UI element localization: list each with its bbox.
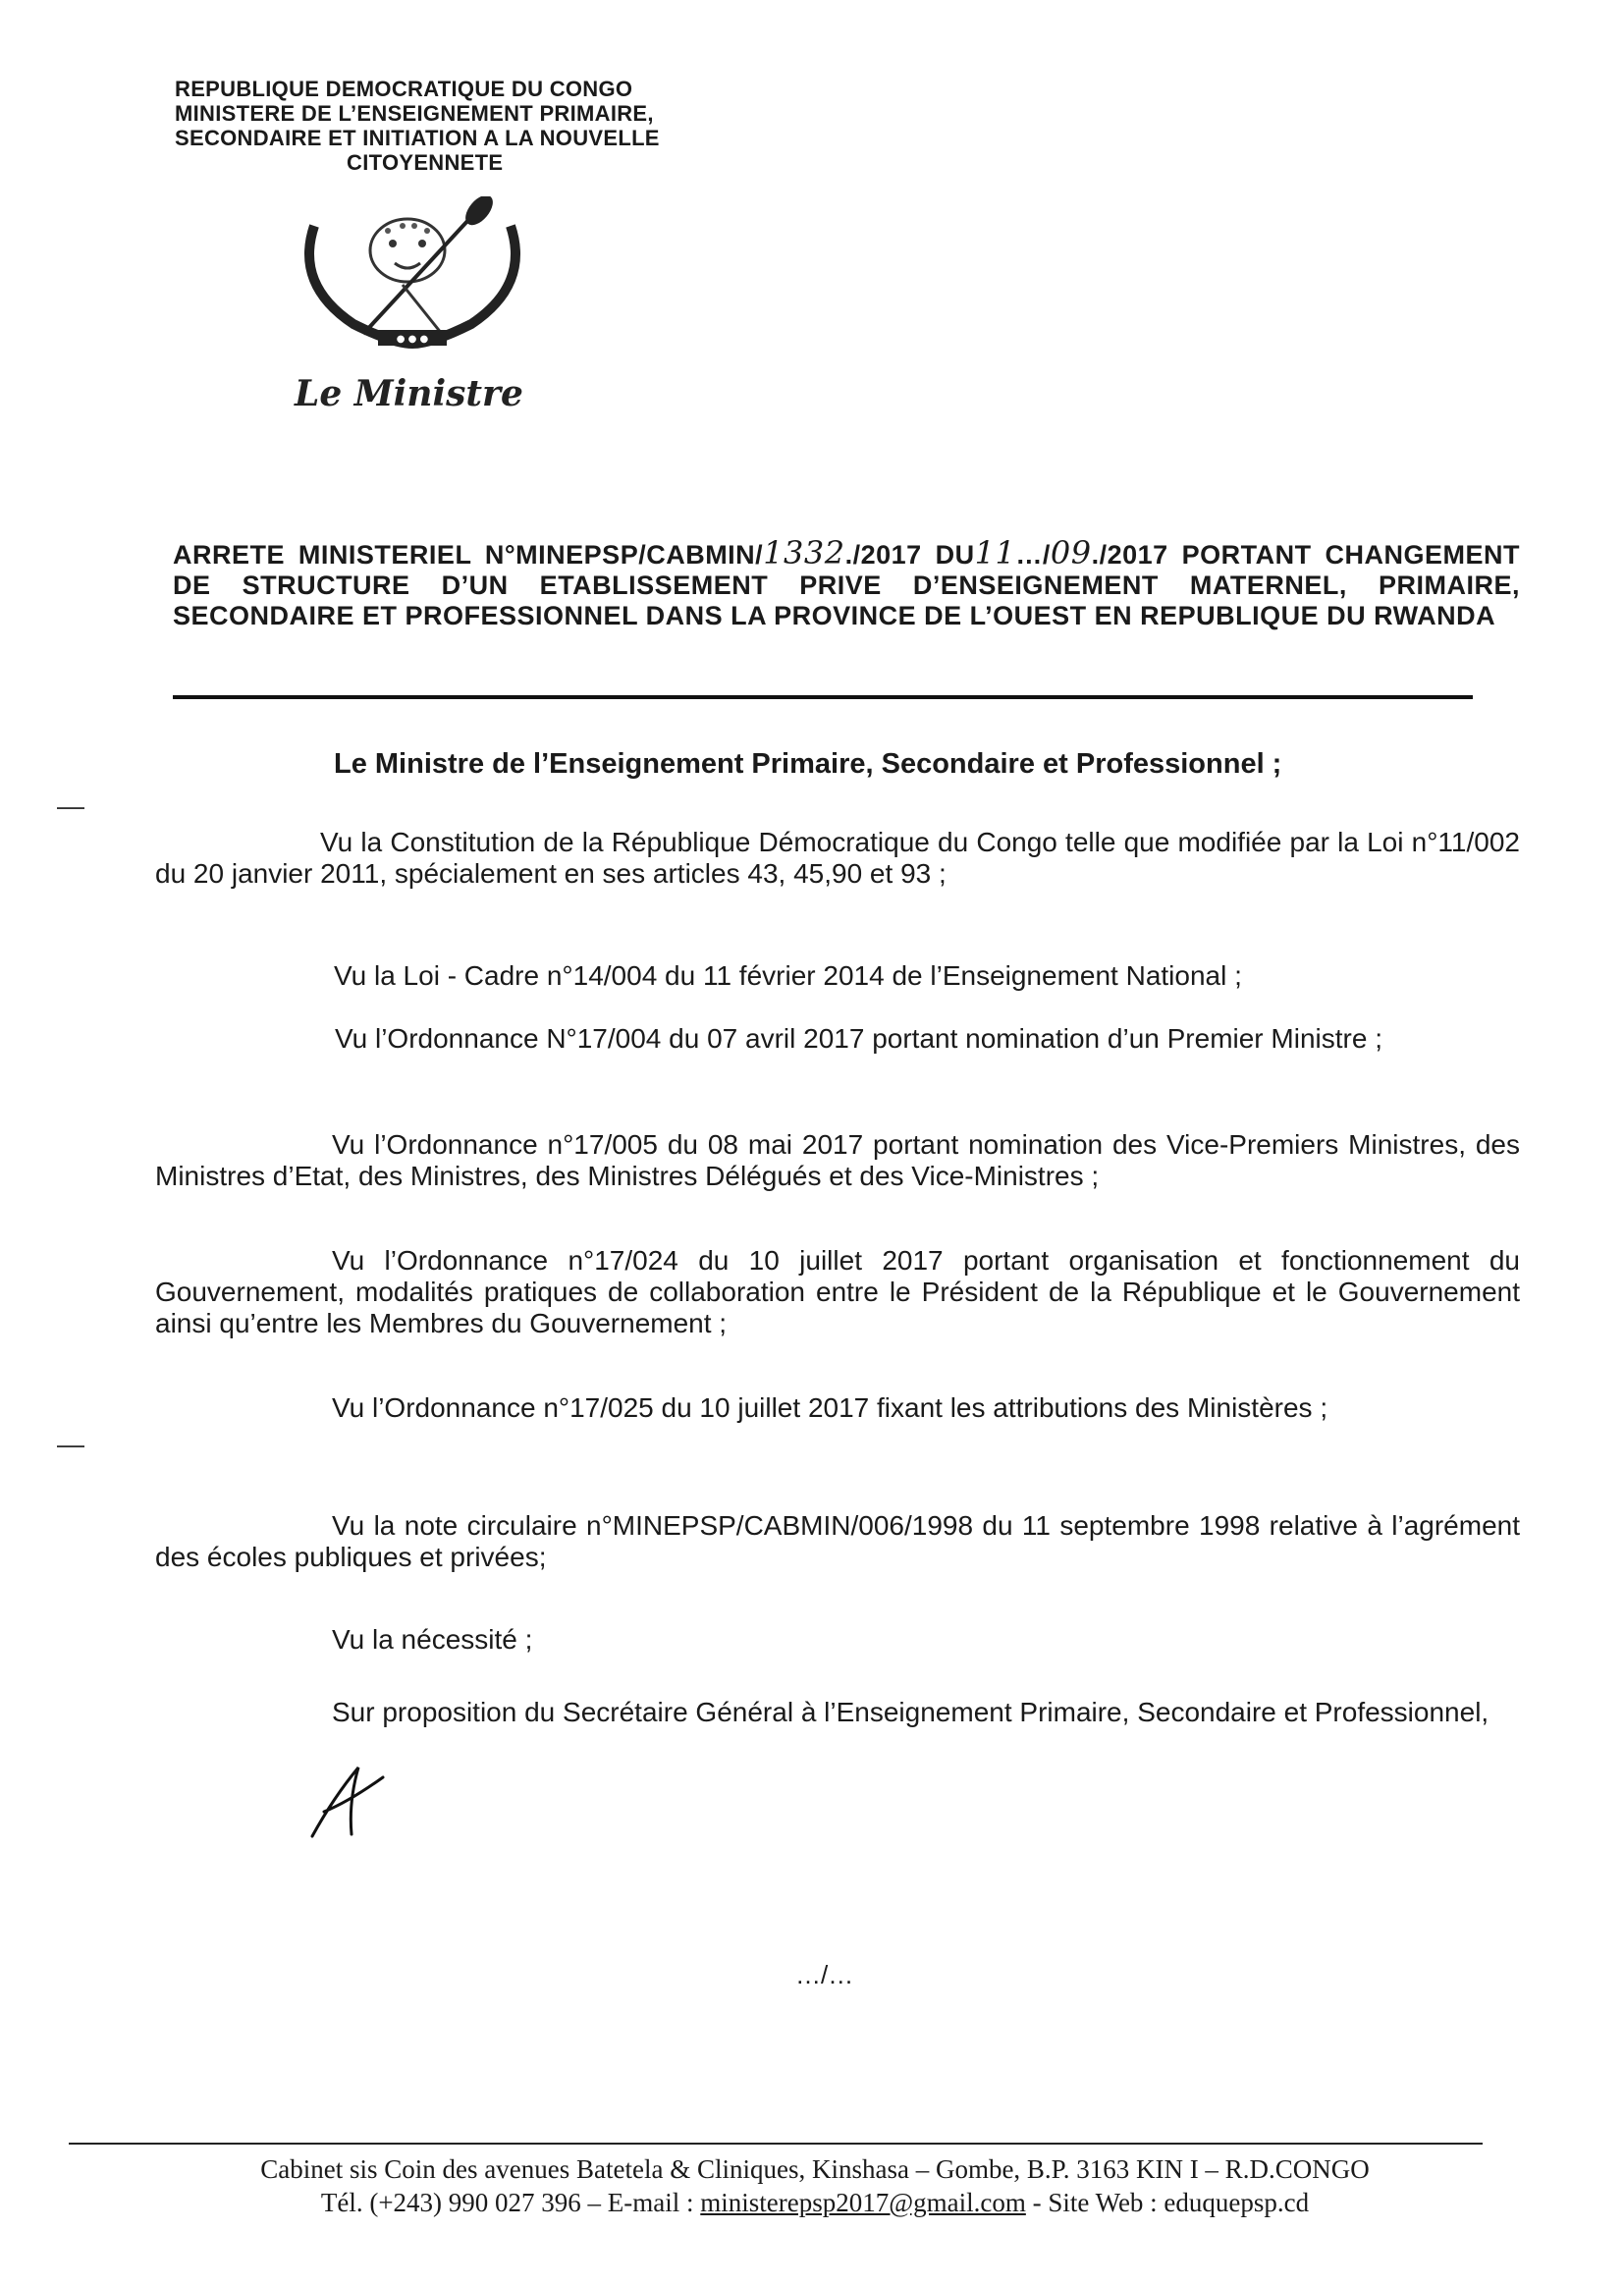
visa-constitution [155, 827, 1520, 890]
margin-mark: — [57, 1429, 84, 1459]
decree-title [173, 534, 1520, 631]
footer-website: - Site Web : eduquepsp.cd [1032, 2188, 1310, 2217]
svg-text:● ● ●: ● ● ● [396, 334, 429, 345]
handwritten-initials [304, 1758, 393, 1846]
continuation-mark: …/… [795, 1960, 854, 1989]
visa-ordonnance-004-text: Vu l’Ordonnance N°17/004 du 07 avril 2017 portant nomination d’un Premier Ministre ; [335, 1023, 1382, 1054]
margin-mark: — [57, 790, 84, 821]
visa-ordonnance-025 [155, 1392, 1520, 1424]
visa-loi-cadre-text: Vu la Loi - Cadre n°14/004 du 11 février 2014 de l’Enseignement National ; [334, 960, 1242, 991]
coat-of-arms-emblem [285, 196, 540, 363]
decree-title-part3: ./2017 PORTANT CHANGEMENT DE STRUCTURE D’UN ETABLISSEMENT PRIVE D’ENSEIGNEMENT MATERNEL, PRIMAIRE, SECONDAIRE ET PROFESSIONNEL DANS LA PROVINCE DE L’OUEST EN REPUBLIQUE DU RWANDA [173, 540, 1520, 630]
footer-address: Cabinet sis Coin des avenues Batetela & Cliniques, Kinshasa – Gombe, B.P. 3163 KIN I – R.D.CONGO [260, 2154, 1370, 2184]
decree-title-part1: ARRETE MINISTERIEL N°MINEPSP/CABMIN/ [173, 540, 764, 570]
visa-necessite [155, 1624, 1520, 1656]
visa-necessite-text: Vu la nécessité ; [332, 1624, 533, 1655]
visa-note-circulaire [155, 1510, 1520, 1573]
minister-intro: Le Ministre de l’Enseignement Primaire, Secondaire et Professionnel ; [334, 748, 1282, 780]
decree-date-separator: …/ [1015, 540, 1051, 570]
visa-ordonnance-024 [155, 1245, 1520, 1339]
footer-email-link[interactable]: ministerepsp2017@gmail.com [700, 2188, 1026, 2217]
footer-phone: Tél. (+243) 990 027 396 – E-mail : [320, 2188, 694, 2217]
visa-ordonnance-004 [173, 1023, 1520, 1055]
visa-note-circulaire-text: Vu la note circulaire n°MINEPSP/CABMIN/006/1998 du 11 septembre 1998 relative à l’agrément des écoles publiques et privées; [155, 1510, 1520, 1572]
decree-month-handwritten: 09 [1050, 534, 1092, 571]
visa-ordonnance-005 [155, 1129, 1520, 1192]
visa-ordonnance-024-text: Vu l’Ordonnance n°17/024 du 10 juillet 2017 portant organisation et fonctionnement du Gouvernement, modalités pratiques de collaboration entre le Président de la République et le Gouvernement ainsi qu’entre les Membres du Gouvernement ; [155, 1245, 1520, 1338]
decree-number-handwritten: 1332 [763, 534, 845, 571]
letterhead-ministry-line2: SECONDAIRE ET INITIATION A LA NOUVELLE [175, 126, 660, 150]
visa-constitution-text: Vu la Constitution de la République Démocratique du Congo telle que modifiée par la Loi n°11/002 du 20 janvier 2011, spécialement en ses articles 43, 45,90 et 93 ; [155, 827, 1520, 889]
letterhead-country: REPUBLIQUE DEMOCRATIQUE DU CONGO [175, 77, 633, 101]
letterhead [175, 77, 764, 175]
minister-title: Le Ministre [295, 373, 523, 414]
decree-title-part2: ./2017 DU [844, 540, 975, 570]
footer [147, 2152, 1483, 2219]
visa-loi-cadre [155, 960, 1520, 992]
visa-proposition-text: Sur proposition du Secrétaire Général à l’Enseignement Primaire, Secondaire et Professionnel, [332, 1697, 1489, 1727]
visa-proposition [155, 1697, 1520, 1728]
visa-ordonnance-005-text: Vu l’Ordonnance n°17/005 du 08 mai 2017 portant nomination des Vice-Premiers Ministres, des Ministres d’Etat, des Ministres, des Ministres Délégués et des Vice-Ministres ; [155, 1129, 1520, 1191]
visa-ordonnance-025-text: Vu l’Ordonnance n°17/025 du 10 juillet 2017 fixant les attributions des Ministères ; [332, 1392, 1328, 1423]
title-divider [173, 695, 1473, 699]
footer-contact [147, 2186, 1483, 2219]
decree-day-handwritten: 11 [974, 534, 1016, 571]
footer-divider [69, 2143, 1483, 2145]
letterhead-ministry-line1: MINISTERE DE L’ENSEIGNEMENT PRIMAIRE, [175, 101, 654, 126]
letterhead-ministry-line3: CITOYENNETE [347, 150, 504, 175]
